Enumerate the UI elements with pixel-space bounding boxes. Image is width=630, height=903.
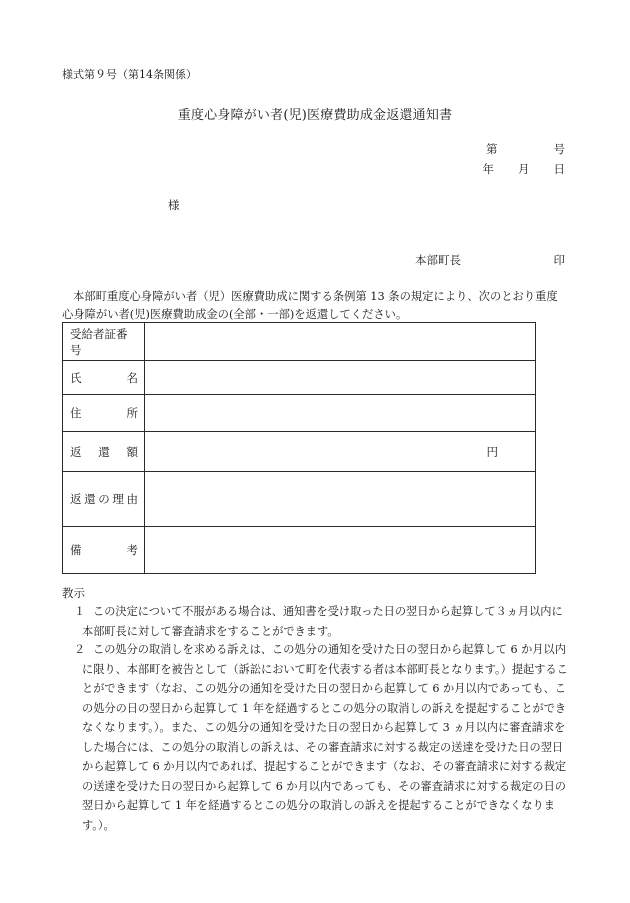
date-line xyxy=(483,161,566,177)
table-value xyxy=(145,527,536,574)
form-code: 様式第９号（第14条関係） xyxy=(62,68,197,81)
recipient-honorific: 様 xyxy=(168,198,180,212)
seal-mark: 印 xyxy=(553,253,565,267)
label-spread xyxy=(70,542,138,558)
label-char: 還 xyxy=(98,444,110,459)
table-value xyxy=(145,395,536,432)
label-char: 備 xyxy=(70,543,82,557)
yen-unit: 円 xyxy=(486,444,498,459)
date-year: 年 xyxy=(482,162,494,176)
table-row xyxy=(63,361,536,395)
table-label xyxy=(63,395,145,432)
instruction-item xyxy=(62,640,572,835)
table-row xyxy=(63,323,536,361)
label-char: 住 xyxy=(70,406,82,420)
label-char: 返 xyxy=(70,492,82,506)
label-char: 理 xyxy=(112,492,124,506)
table-label xyxy=(63,472,145,527)
instructions-heading: 教示 xyxy=(62,586,85,600)
table-label xyxy=(63,361,145,395)
table-value xyxy=(145,432,536,472)
label-char: の xyxy=(98,492,110,506)
table-value xyxy=(145,472,536,527)
table-label xyxy=(63,432,145,472)
label-spread xyxy=(70,444,138,460)
table-row xyxy=(63,395,536,432)
label-char: 由 xyxy=(126,492,138,506)
document-number-line xyxy=(486,141,565,157)
label-char: 所 xyxy=(126,406,138,420)
label-char: 返 xyxy=(70,444,82,459)
issuer-name: 本部町長 xyxy=(415,253,461,267)
table-label: 受給者証番号 xyxy=(63,323,145,361)
table-row xyxy=(63,472,536,527)
issuer-line xyxy=(415,252,565,268)
label-char: 額 xyxy=(126,444,138,459)
label-char: 還 xyxy=(84,492,96,506)
instruction-number: １ xyxy=(74,605,86,618)
label-char: 氏 xyxy=(70,370,82,385)
table-value xyxy=(145,361,536,395)
instruction-item xyxy=(62,602,572,641)
document-title: 重度心身障がい者(児)医療費助成金返還通知書 xyxy=(177,108,453,123)
table-label xyxy=(63,527,145,574)
instruction-text: この処分の取消しを求める訴えは、この処分の通知を受けた日の翌日から起算して 6 か月以内に限り、本部町を被告として（訴訟において町を代表する者は本部町長となります。）提起することができます（なお、この処分の通知を受けた日の翌日から起算して 6 か月以内であっても、この処分の日の翌日から起算して 1 年を経過するとこの処分の取消しの訴えを提起することができなくなります。）。また、この処分の通知を受けた日の翌日から起算して 3 ヵ月以内に審査請求をした場合には、この処分の取消しの訴えは、その審査請求に対する裁定の送達を受けた日の翌日から起算して 6 か月以内であれば、提起することができます（なお、その審査請求に対する裁定の送達を受けた日の翌日から起算して 6 か月以内であっても、その審査請求に対する裁定の日の翌日から起算して 1 年を経過するとこの処分の取消しの訴えを提起することができなくなります。）。 xyxy=(82,643,568,832)
date-day: 日 xyxy=(553,162,565,176)
number-prefix: 第 xyxy=(486,142,498,156)
instruction-number: ２ xyxy=(74,643,86,656)
label-spread xyxy=(70,405,138,421)
instruction-text: この決定について不服がある場合は、通知書を受け取った日の翌日から起算して３ヵ月以内に本部町長に対して審査請求をすることができます。 xyxy=(82,605,563,638)
label-char: 名 xyxy=(126,370,138,385)
table-row xyxy=(63,432,536,472)
table-value xyxy=(145,323,536,361)
label-spread xyxy=(70,370,138,386)
label-char: 考 xyxy=(126,543,138,557)
label-spread xyxy=(70,491,138,507)
date-month: 月 xyxy=(518,162,530,176)
table-row xyxy=(63,527,536,574)
info-table xyxy=(62,322,536,574)
number-suffix: 号 xyxy=(553,142,565,156)
intro-paragraph: 本部町重度心身障がい者（児）医療費助成に関する条例第 13 条の規定により、次のとおり重度心身障がい者(児)医療費助成金の(全部・一部)を返還してください。 xyxy=(62,290,558,321)
